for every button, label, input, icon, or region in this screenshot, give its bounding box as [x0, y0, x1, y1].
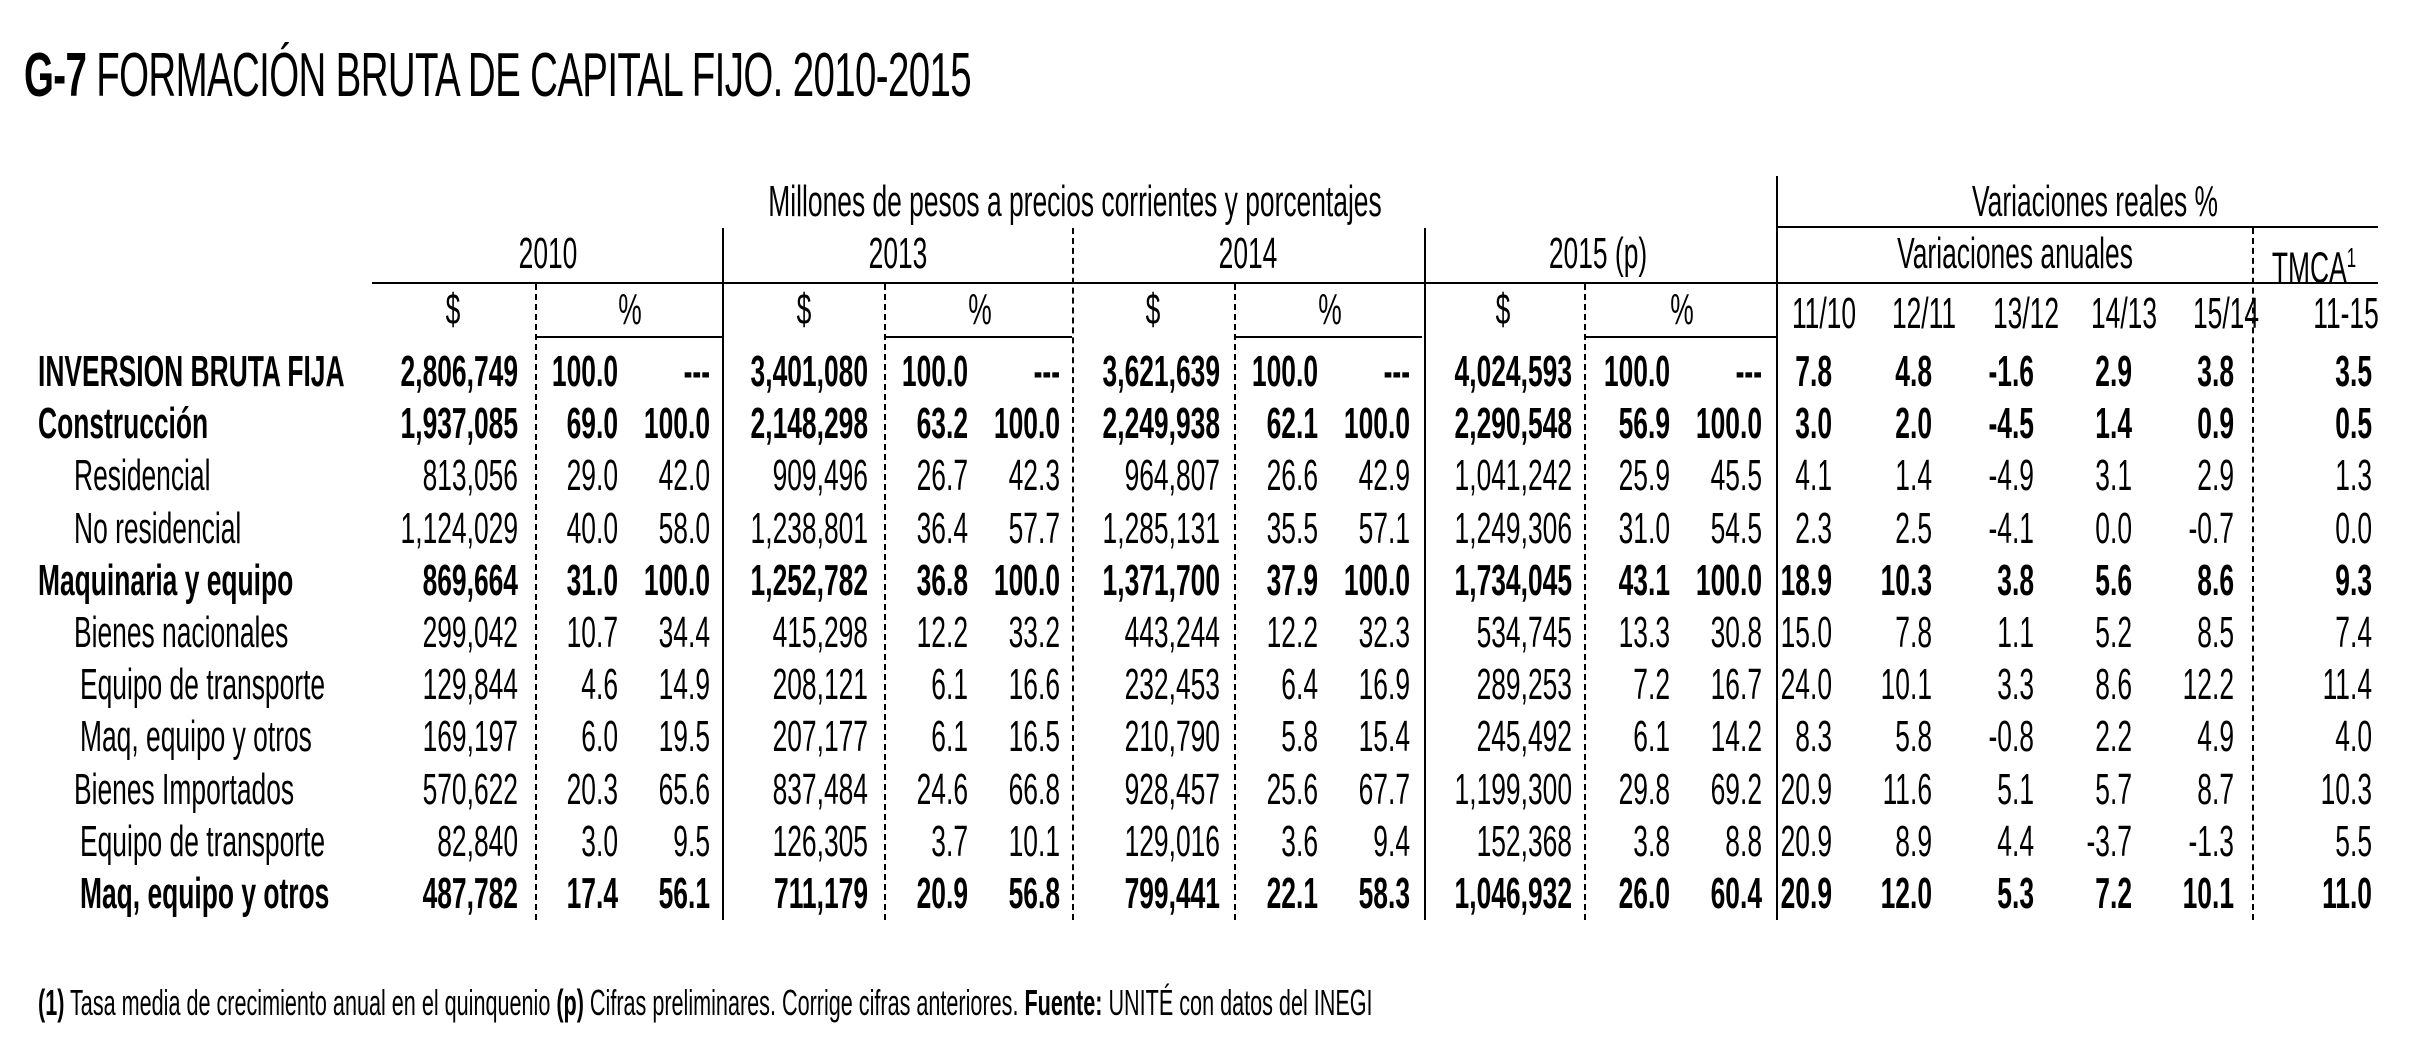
- table-cell: 17.4: [566, 869, 618, 918]
- table-cell: 289,253: [1476, 660, 1572, 709]
- table-cell: 1,371,700: [1102, 556, 1220, 605]
- table-cell: 208,121: [772, 660, 868, 709]
- table-cell: 10.1: [2182, 869, 2234, 918]
- table-cell: 9.3: [2335, 556, 2372, 605]
- table-cell: 6.1: [1633, 712, 1670, 761]
- table-cell: 2.9: [2197, 451, 2234, 500]
- table-cell: 799,441: [1124, 869, 1220, 918]
- var-header-4: 15/14: [2192, 289, 2260, 338]
- dash-pct-2013: [884, 284, 886, 920]
- row-label: Maq, equipo y otros: [80, 712, 312, 761]
- table-cell: 15.4: [1358, 712, 1410, 761]
- table-cell: 22.1: [1266, 869, 1318, 918]
- table-cell: 8.6: [2197, 556, 2234, 605]
- table-cell: 62.1: [1266, 399, 1318, 448]
- table-cell: 2.3: [1795, 504, 1832, 553]
- year-header-2: 2014: [1218, 229, 1278, 278]
- dollar-header-1: $: [796, 285, 812, 334]
- table-cell: 6.0: [581, 712, 618, 761]
- table-cell: 126,305: [772, 817, 868, 866]
- table-cell: 24.0: [1780, 660, 1832, 709]
- dollar-header-0: $: [445, 285, 461, 334]
- year-header-3: 2015 (p): [1548, 229, 1648, 278]
- table-cell: 9.5: [673, 817, 710, 866]
- header-rule-right: [1778, 282, 2378, 284]
- table-cell: 12.2: [2182, 660, 2234, 709]
- pct-rule-2014: [1236, 336, 1422, 338]
- table-cell: 534,745: [1476, 608, 1572, 657]
- table-cell: 15.0: [1780, 608, 1832, 657]
- table-cell: 2,290,548: [1454, 399, 1572, 448]
- table-cell: 6.1: [931, 660, 968, 709]
- table-cell: 1,046,932: [1454, 869, 1572, 918]
- table-cell: 20.9: [916, 869, 968, 918]
- table-cell: 4.6: [581, 660, 618, 709]
- page-title: [24, 40, 971, 111]
- table-cell: 207,177: [772, 712, 868, 761]
- table-cell: 4.9: [2197, 712, 2234, 761]
- footnote-source-text: UNITÉ con datos del INEGI: [1102, 982, 1373, 1023]
- var-header-3: 14/13: [2090, 289, 2158, 338]
- table-cell: 58.0: [658, 504, 710, 553]
- row-label: Residencial: [74, 451, 211, 500]
- table-cell: 36.8: [916, 556, 968, 605]
- table-cell: 4.1: [1795, 451, 1832, 500]
- table-cell: 63.2: [916, 399, 968, 448]
- table-cell: 487,782: [422, 869, 518, 918]
- dash-pct-2015: [1584, 284, 1586, 920]
- table-cell: 1,249,306: [1454, 504, 1572, 553]
- table-cell: 20.9: [1780, 765, 1832, 814]
- row-label: Maquinaria y equipo: [38, 556, 294, 605]
- table-cell: 245,492: [1476, 712, 1572, 761]
- table-cell: 3.6: [1281, 817, 1318, 866]
- dash-tmca: [2252, 228, 2254, 920]
- table-cell: 3.1: [2095, 451, 2132, 500]
- table-cell: 67.7: [1358, 765, 1410, 814]
- table-cell: 169,197: [422, 712, 518, 761]
- table-cell: 570,622: [422, 765, 518, 814]
- title-text: FORMACIÓN BRUTA DE CAPITAL FIJO. 2010-2015: [96, 41, 971, 110]
- table-cell: -1.6: [1988, 347, 2034, 396]
- table-cell: 5.6: [2095, 556, 2132, 605]
- table-cell: 0.9: [2197, 399, 2234, 448]
- table-cell: 19.5: [658, 712, 710, 761]
- table-cell: 2,249,938: [1102, 399, 1220, 448]
- row-label: Equipo de transporte: [80, 817, 326, 866]
- row-label: No residencial: [74, 504, 242, 553]
- table-cell: 1,238,801: [750, 504, 868, 553]
- table-cell: 1,734,045: [1454, 556, 1572, 605]
- table-cell: 4.4: [1997, 817, 2034, 866]
- pct-header-2: %: [1318, 285, 1342, 334]
- table-cell: 1,285,131: [1102, 504, 1220, 553]
- table-cell: 1,199,300: [1454, 765, 1572, 814]
- table-cell: 31.0: [1618, 504, 1670, 553]
- table-cell: 8.7: [2197, 765, 2234, 814]
- table-cell: 100.0: [1343, 399, 1410, 448]
- footnote-source-mark: Fuente:: [1024, 982, 1103, 1023]
- header-variaciones-anuales: Variaciones anuales: [1897, 229, 2133, 278]
- table-cell: 1.1: [1997, 608, 2034, 657]
- table-cell: 100.0: [1695, 399, 1762, 448]
- pct-rule-2015: [1586, 336, 1778, 338]
- pct-rule-2010: [537, 336, 723, 338]
- table-cell: 100.0: [993, 399, 1060, 448]
- row-label: Bienes nacionales: [74, 608, 289, 657]
- table-cell: 37.9: [1266, 556, 1318, 605]
- var-header-1: 12/11: [1891, 289, 1957, 338]
- table-cell: 36.4: [916, 504, 968, 553]
- table-cell: 57.1: [1358, 504, 1410, 553]
- table-cell: ---: [1033, 347, 1060, 396]
- table-cell: 8.8: [1725, 817, 1762, 866]
- table-cell: ---: [1735, 347, 1762, 396]
- row-label: Construcción: [38, 399, 209, 448]
- table-cell: 1,937,085: [400, 399, 518, 448]
- dash-pct-2014: [1234, 284, 1236, 920]
- table-cell: 42.9: [1358, 451, 1410, 500]
- row-label: Maq, equipo y otros: [80, 869, 330, 918]
- table-cell: -0.7: [2188, 504, 2234, 553]
- table-cell: 26.7: [916, 451, 968, 500]
- table-cell: 0.5: [2335, 399, 2372, 448]
- dash-pct-2010: [535, 284, 537, 920]
- table-cell: 1,252,782: [750, 556, 868, 605]
- table-cell: 3,401,080: [750, 347, 868, 396]
- table-cell: 11.0: [2322, 869, 2372, 918]
- table-cell: 210,790: [1124, 712, 1220, 761]
- table-cell: 2,148,298: [750, 399, 868, 448]
- table-cell: 10.1: [1008, 817, 1060, 866]
- table-cell: 1,041,242: [1454, 451, 1572, 500]
- year-header-0: 2010: [518, 229, 578, 278]
- table-cell: 837,484: [772, 765, 868, 814]
- tmca-col-header: 11-15: [2313, 289, 2379, 338]
- table-cell: 69.0: [566, 399, 618, 448]
- table-cell: 26.6: [1266, 451, 1318, 500]
- year-header-1: 2013: [868, 229, 928, 278]
- table-cell: 964,807: [1124, 451, 1220, 500]
- table-cell: 5.3: [1997, 869, 2034, 918]
- table-cell: 3.7: [931, 817, 968, 866]
- table-cell: 3.3: [1997, 660, 2034, 709]
- table-cell: -4.5: [1988, 399, 2034, 448]
- table-cell: 152,368: [1476, 817, 1572, 866]
- row-label: Equipo de transporte: [80, 660, 326, 709]
- table-cell: 2.5: [1895, 504, 1932, 553]
- table-cell: 20.9: [1780, 869, 1832, 918]
- table-cell: 813,056: [422, 451, 518, 500]
- table-cell: 129,844: [422, 660, 518, 709]
- table-cell: 26.0: [1618, 869, 1670, 918]
- table-cell: 869,664: [422, 556, 518, 605]
- table-cell: 299,042: [422, 608, 518, 657]
- header-rule: [372, 282, 1778, 284]
- table-cell: 14.2: [1710, 712, 1762, 761]
- table-cell: 29.8: [1618, 765, 1670, 814]
- table-cell: 129,016: [1124, 817, 1220, 866]
- divider-2014: [1072, 228, 1074, 920]
- table-cell: 8.6: [2095, 660, 2132, 709]
- table-cell: 8.3: [1795, 712, 1832, 761]
- table-cell: 5.2: [2095, 608, 2132, 657]
- table-cell: 7.2: [2095, 869, 2132, 918]
- row-label: INVERSION BRUTA FIJA: [38, 347, 345, 396]
- table-cell: 25.9: [1618, 451, 1670, 500]
- footnote: [38, 982, 1373, 1024]
- divider-2015: [1424, 228, 1426, 920]
- table-cell: 12.0: [1880, 869, 1932, 918]
- table-cell: 57.7: [1008, 504, 1060, 553]
- table-cell: ---: [1383, 347, 1410, 396]
- table-cell: 100.0: [1343, 556, 1410, 605]
- table-cell: 6.1: [931, 712, 968, 761]
- table-cell: 25.6: [1266, 765, 1318, 814]
- footnote-n1-text: Tasa media de crecimiento anual en el quinquenio: [64, 982, 557, 1023]
- table-cell: 5.8: [1895, 712, 1932, 761]
- footnote-p-text: Cifras preliminares. Corrige cifras anteriores.: [583, 982, 1025, 1023]
- table-cell: 54.5: [1710, 504, 1762, 553]
- table-cell: 4,024,593: [1454, 347, 1572, 396]
- table-cell: 14.9: [658, 660, 710, 709]
- table-cell: 12.2: [916, 608, 968, 657]
- table-cell: 10.3: [2320, 765, 2372, 814]
- table-cell: 58.3: [1358, 869, 1410, 918]
- table-cell: 2.9: [2095, 347, 2132, 396]
- pct-header-3: %: [1670, 285, 1694, 334]
- table-cell: 100.0: [1695, 556, 1762, 605]
- header-tmca: TMCA$^1$: [2271, 242, 2357, 293]
- table-cell: 18.9: [1780, 556, 1832, 605]
- var-header-2: 13/12: [1992, 289, 2060, 338]
- table-cell: 16.7: [1710, 660, 1762, 709]
- table-cell: 100.0: [1251, 347, 1318, 396]
- dollar-header-2: $: [1145, 285, 1161, 334]
- table-cell: 11.6: [1882, 765, 1932, 814]
- table-cell: 909,496: [772, 451, 868, 500]
- table-cell: 3,621,639: [1102, 347, 1220, 396]
- table-cell: 6.4: [1281, 660, 1318, 709]
- table-cell: 3.8: [1997, 556, 2034, 605]
- table-cell: 32.3: [1358, 608, 1410, 657]
- table-cell: 5.7: [2095, 765, 2132, 814]
- table-cell: 9.4: [1373, 817, 1410, 866]
- table-cell: 66.8: [1008, 765, 1060, 814]
- table-cell: 16.6: [1008, 660, 1060, 709]
- table-cell: 10.1: [1880, 660, 1932, 709]
- table-cell: 3.0: [1795, 399, 1832, 448]
- table-cell: 7.4: [2335, 608, 2372, 657]
- table-cell: 16.9: [1358, 660, 1410, 709]
- pct-header-0: %: [618, 285, 642, 334]
- var-header-0: 11/10: [1791, 289, 1857, 338]
- table-cell: 1.4: [2095, 399, 2132, 448]
- table-cell: -3.7: [2086, 817, 2132, 866]
- table-cell: 1,124,029: [400, 504, 518, 553]
- row-label: Bienes Importados: [74, 765, 295, 814]
- table-cell: 232,453: [1124, 660, 1220, 709]
- table-cell: 40.0: [566, 504, 618, 553]
- table-cell: 20.3: [566, 765, 618, 814]
- table-cell: -4.9: [1988, 451, 2034, 500]
- table-cell: 13.3: [1618, 608, 1670, 657]
- table-cell: -4.1: [1988, 504, 2034, 553]
- table-cell: 100.0: [643, 556, 710, 605]
- table-cell: 8.9: [1895, 817, 1932, 866]
- table-cell: 443,244: [1124, 608, 1220, 657]
- table-cell: 4.0: [2335, 712, 2372, 761]
- table-cell: 4.8: [1895, 347, 1932, 396]
- table-cell: 29.0: [566, 451, 618, 500]
- table-cell: 1.3: [2335, 451, 2372, 500]
- table-cell: 3.5: [2335, 347, 2372, 396]
- table-cell: 42.0: [658, 451, 710, 500]
- table-cell: 31.0: [566, 556, 618, 605]
- table-cell: 0.0: [2095, 504, 2132, 553]
- table-cell: 10.7: [566, 608, 618, 657]
- title-code: G-7: [24, 41, 87, 110]
- table-cell: 82,840: [437, 817, 518, 866]
- table-cell: 5.5: [2335, 817, 2372, 866]
- table-cell: 60.4: [1710, 869, 1762, 918]
- pct-rule-2013: [886, 336, 1072, 338]
- divider-variaciones: [1776, 176, 1778, 920]
- table-cell: 100.0: [643, 399, 710, 448]
- table-cell: 928,457: [1124, 765, 1220, 814]
- table-cell: 2,806,749: [400, 347, 518, 396]
- table-cell: 100.0: [993, 556, 1060, 605]
- table-cell: 711,179: [774, 869, 868, 918]
- table-cell: -1.3: [2188, 817, 2234, 866]
- table-cell: 1.4: [1895, 451, 1932, 500]
- table-cell: 43.1: [1618, 556, 1670, 605]
- table-cell: 100.0: [901, 347, 968, 396]
- table-cell: 100.0: [1603, 347, 1670, 396]
- table-cell: 12.2: [1266, 608, 1318, 657]
- table-cell: 30.8: [1710, 608, 1762, 657]
- footnote-n1-mark: (1): [38, 982, 65, 1023]
- table-cell: 3.0: [581, 817, 618, 866]
- table-cell: 42.3: [1008, 451, 1060, 500]
- table-cell: 415,298: [772, 608, 868, 657]
- table-cell: 69.2: [1710, 765, 1762, 814]
- table-cell: 5.1: [1997, 765, 2034, 814]
- table-cell: 7.8: [1895, 608, 1932, 657]
- table-cell: 5.8: [1281, 712, 1318, 761]
- table-cell: -0.8: [1988, 712, 2034, 761]
- table-cell: 35.5: [1266, 504, 1318, 553]
- table-cell: 56.1: [658, 869, 710, 918]
- table-cell: 16.5: [1008, 712, 1060, 761]
- table-cell: 7.2: [1633, 660, 1670, 709]
- table-cell: 33.2: [1008, 608, 1060, 657]
- table-cell: 45.5: [1710, 451, 1762, 500]
- table-cell: 3.8: [2197, 347, 2234, 396]
- header-group-left: Millones de pesos a precios corrientes y porcentajes: [768, 177, 1382, 226]
- table-cell: ---: [683, 347, 710, 396]
- table-cell: 0.0: [2335, 504, 2372, 553]
- table-cell: 3.8: [1633, 817, 1670, 866]
- table-cell: 65.6: [658, 765, 710, 814]
- table-cell: 8.5: [2197, 608, 2234, 657]
- table-cell: 56.8: [1008, 869, 1060, 918]
- table-cell: 100.0: [551, 347, 618, 396]
- table-cell: 2.2: [2095, 712, 2132, 761]
- table-cell: 24.6: [916, 765, 968, 814]
- table-cell: 34.4: [658, 608, 710, 657]
- table-cell: 7.8: [1795, 347, 1832, 396]
- variaciones-rule: [1778, 226, 2378, 228]
- table-cell: 56.9: [1618, 399, 1670, 448]
- pct-header-1: %: [968, 285, 992, 334]
- header-group-right: Variaciones reales %: [1971, 177, 2219, 226]
- table-cell: 2.0: [1895, 399, 1932, 448]
- divider-2013: [722, 228, 724, 920]
- table-cell: 20.9: [1780, 817, 1832, 866]
- table-cell: 11.4: [2322, 660, 2372, 709]
- table-cell: 10.3: [1880, 556, 1932, 605]
- footnote-p-mark: (p): [556, 982, 584, 1023]
- dollar-header-3: $: [1495, 285, 1511, 334]
